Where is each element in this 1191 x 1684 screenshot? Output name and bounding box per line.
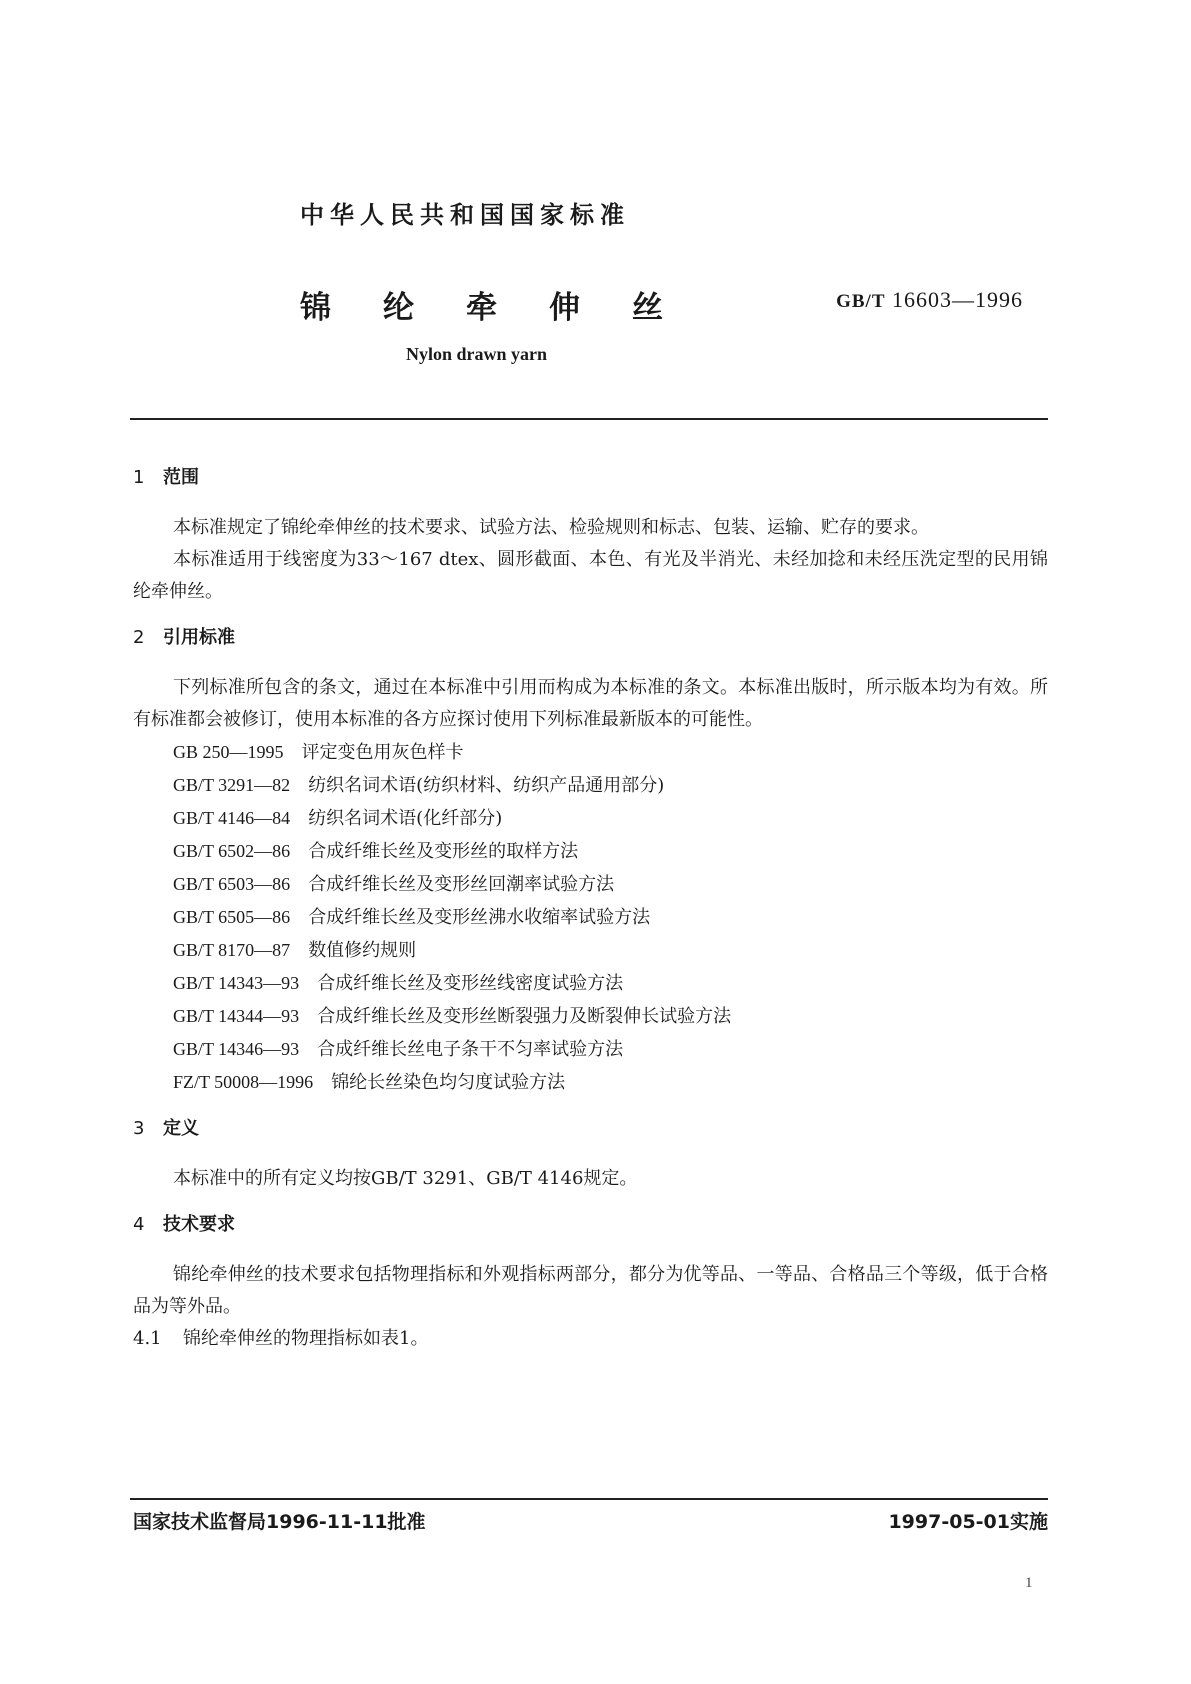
reference-title: 评定变色用灰色样卡: [301, 742, 464, 763]
national-standard-title: 中华人民共和国国家标准: [300, 201, 630, 229]
document-body: [133, 462, 1048, 1369]
reference-code: GB/T 6502—86: [173, 841, 291, 861]
standard-english-title: Nylon drawn yarn: [406, 344, 548, 364]
standard-number: [836, 287, 1023, 313]
footer-divider: [130, 1498, 1048, 1500]
approval-date: 国家技术监督局1996-11-11批准: [133, 1511, 426, 1533]
section-heading: [133, 622, 1048, 654]
reference-code: GB/T 3291—82: [173, 775, 291, 795]
reference-code: FZ/T 50008—1996: [173, 1072, 314, 1092]
reference-code: GB 250—1995: [173, 742, 284, 762]
reference-item: [133, 868, 1048, 901]
standard-chinese-title: 锦纶牵伸丝: [300, 290, 715, 326]
section-number: 2: [133, 627, 145, 648]
implementation-date: 1997-05-01实施: [888, 1511, 1048, 1533]
subclause-number: 4.1: [133, 1328, 162, 1349]
paragraph: 锦纶牵伸丝的技术要求包括物理指标和外观指标两部分，都分为优等品、一等品、合格品三个等级，低于合格品为等外品。: [133, 1264, 1048, 1317]
section-definitions: [133, 1113, 1048, 1195]
reference-code: GB/T 14343—93: [173, 973, 300, 993]
reference-item: [133, 1066, 1048, 1099]
section-title: 定义: [163, 1118, 199, 1139]
reference-code: GB/T 14344—93: [173, 1006, 300, 1026]
reference-code: GB/T 14346—93: [173, 1039, 300, 1059]
reference-item: [133, 1000, 1048, 1033]
reference-item: [133, 901, 1048, 934]
paragraph: 本标准适用于线密度为33～167 dtex、圆形截面、本色、有光及半消光、未经加捻和未经压洗定型的民用锦纶牵伸丝。: [133, 549, 1048, 602]
reference-title: 数值修约规则: [308, 940, 417, 961]
reference-code: GB/T 6503—86: [173, 874, 291, 894]
section-heading: [133, 462, 1048, 494]
section-title: 引用标准: [163, 627, 235, 648]
reference-title: 合成纤维长丝电子条干不匀率试验方法: [317, 1039, 624, 1060]
reference-title: 合成纤维长丝及变形丝的取样方法: [308, 841, 579, 862]
reference-code: GB/T 4146—84: [173, 808, 291, 828]
section-scope: [133, 462, 1048, 608]
section-number: 3: [133, 1118, 145, 1139]
section-number: 1: [133, 467, 145, 488]
reference-item: [133, 835, 1048, 868]
reference-item: [133, 769, 1048, 802]
reference-item: [133, 934, 1048, 967]
reference-item: [133, 967, 1048, 1000]
reference-item: [133, 802, 1048, 835]
section-heading: [133, 1209, 1048, 1241]
reference-title: 合成纤维长丝及变形丝沸水收缩率试验方法: [308, 907, 651, 928]
reference-title: 合成纤维长丝及变形丝回潮率试验方法: [308, 874, 615, 895]
reference-title: 合成纤维长丝及变形丝断裂强力及断裂伸长试验方法: [317, 1006, 732, 1027]
reference-title: 合成纤维长丝及变形丝线密度试验方法: [317, 973, 624, 994]
reference-title: 纺织名词术语(化纤部分): [308, 808, 503, 829]
reference-code: GB/T 6505—86: [173, 907, 291, 927]
subclause: [133, 1323, 1048, 1355]
standard-prefix: GB/T: [836, 291, 886, 312]
section-references: [133, 622, 1048, 1099]
reference-title: 锦纶长丝染色均匀度试验方法: [331, 1072, 566, 1093]
subclause-text: 锦纶牵伸丝的物理指标如表1。: [183, 1328, 429, 1349]
header-divider: [130, 418, 1048, 420]
reference-code: GB/T 8170—87: [173, 940, 291, 960]
standard-code: 16603—1996: [892, 287, 1023, 312]
section-heading: [133, 1113, 1048, 1145]
reference-item: [133, 736, 1048, 769]
reference-list: [133, 736, 1048, 1099]
section-technical-requirements: [133, 1209, 1048, 1355]
paragraph: 下列标准所包含的条文，通过在本标准中引用而构成为本标准的条文。本标准出版时，所示版本均为有效。所有标准都会被修订，使用本标准的各方应探讨使用下列标准最新版本的可能性。: [133, 677, 1048, 730]
reference-title: 纺织名词术语(纺织材料、纺织产品通用部分): [308, 775, 665, 796]
section-title: 范围: [163, 467, 199, 488]
section-title: 技术要求: [163, 1214, 235, 1235]
paragraph: 本标准规定了锦纶牵伸丝的技术要求、试验方法、检验规则和标志、包装、运输、贮存的要求。: [173, 517, 929, 538]
paragraph: 本标准中的所有定义均按GB/T 3291、GB/T 4146规定。: [173, 1168, 638, 1189]
section-number: 4: [133, 1214, 145, 1235]
page-number: 1: [1025, 1575, 1033, 1591]
reference-item: [133, 1033, 1048, 1066]
